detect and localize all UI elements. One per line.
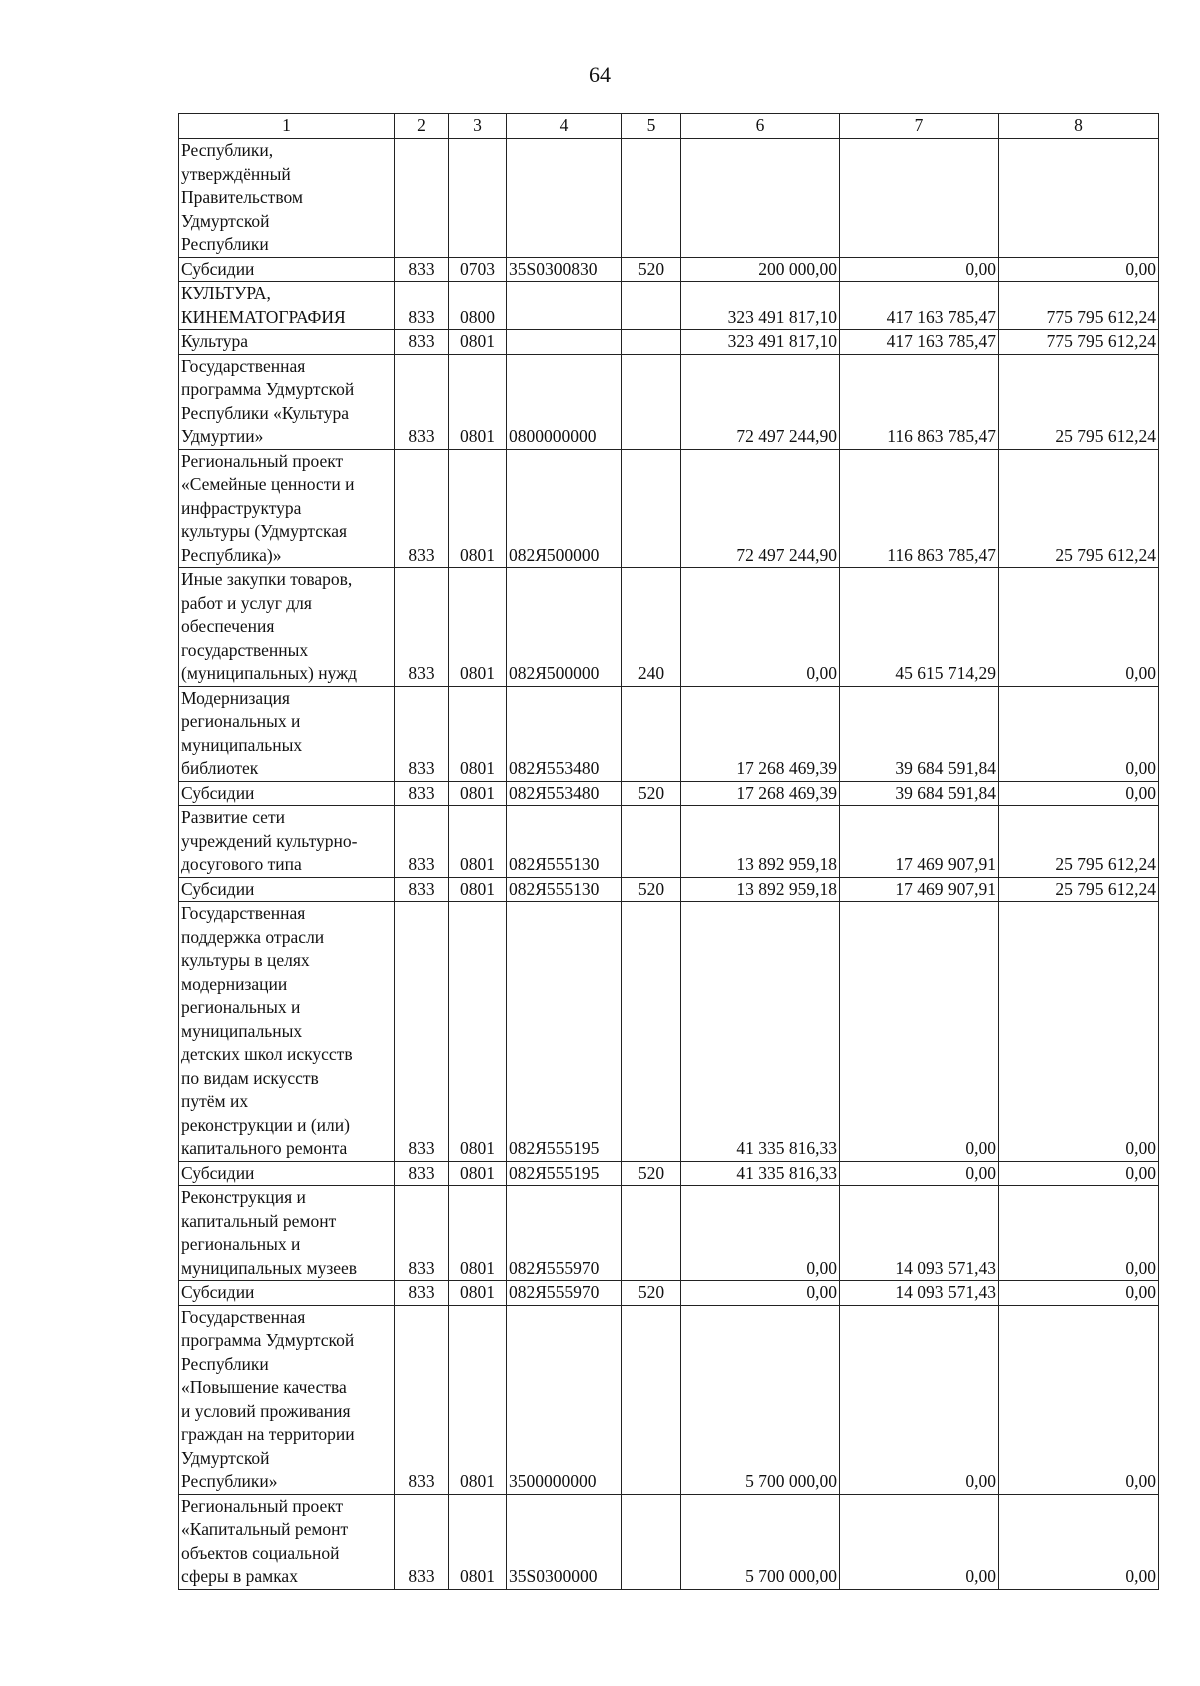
- amount-col8-cell: 0,00: [999, 902, 1159, 1162]
- row-name-cell: Республики, утверждённый Правительством Удмуртской Республики: [179, 139, 395, 258]
- page-number: 64: [589, 62, 611, 87]
- expense-type-cell: [622, 806, 681, 878]
- amount-col8-cell: 0,00: [999, 1305, 1159, 1494]
- table-row: [179, 1281, 1159, 1306]
- target-article-cell: 35S0300000: [507, 1494, 622, 1589]
- target-article-cell: 082Я555130: [507, 806, 622, 878]
- amount-col8-cell: 0,00: [999, 1161, 1159, 1186]
- table-row: [179, 877, 1159, 902]
- amount-col7-cell: 0,00: [840, 1161, 999, 1186]
- section-code-cell: 0801: [449, 449, 507, 568]
- table-row: [179, 806, 1159, 878]
- target-article-cell: 0800000000: [507, 354, 622, 449]
- row-name-cell: Государственная программа Удмуртской Республики «Культура Удмуртии»: [179, 354, 395, 449]
- target-article-cell: 082Я555130: [507, 877, 622, 902]
- grbs-code-cell: 833: [395, 449, 449, 568]
- grbs-code-cell: 833: [395, 686, 449, 781]
- amount-col6-cell: [681, 139, 840, 258]
- grbs-code-cell: 833: [395, 330, 449, 355]
- amount-col7-cell: 0,00: [840, 902, 999, 1162]
- amount-col8-cell: 0,00: [999, 1281, 1159, 1306]
- budget-table: [178, 113, 1159, 1590]
- expense-type-cell: 240: [622, 568, 681, 687]
- expense-type-cell: [622, 1305, 681, 1494]
- section-code-cell: 0801: [449, 354, 507, 449]
- target-article-cell: 35S0300830: [507, 257, 622, 282]
- table-row: [179, 1186, 1159, 1281]
- target-article-cell: [507, 139, 622, 258]
- amount-col7-cell: 45 615 714,29: [840, 568, 999, 687]
- section-code-cell: 0801: [449, 1281, 507, 1306]
- column-header: 6: [681, 114, 840, 139]
- section-code-cell: 0801: [449, 806, 507, 878]
- amount-col6-cell: 17 268 469,39: [681, 781, 840, 806]
- target-article-cell: 082Я555970: [507, 1186, 622, 1281]
- amount-col7-cell: 14 093 571,43: [840, 1281, 999, 1306]
- expense-type-cell: [622, 686, 681, 781]
- column-header: 4: [507, 114, 622, 139]
- amount-col8-cell: 775 795 612,24: [999, 330, 1159, 355]
- table-row: [179, 686, 1159, 781]
- amount-col8-cell: 0,00: [999, 781, 1159, 806]
- section-code-cell: [449, 139, 507, 258]
- grbs-code-cell: 833: [395, 568, 449, 687]
- target-article-cell: [507, 282, 622, 330]
- target-article-cell: [507, 330, 622, 355]
- amount-col7-cell: 17 469 907,91: [840, 877, 999, 902]
- amount-col6-cell: 5 700 000,00: [681, 1305, 840, 1494]
- table-row: [179, 257, 1159, 282]
- row-name-cell: КУЛЬТУРА, КИНЕМАТОГРАФИЯ: [179, 282, 395, 330]
- amount-col8-cell: 25 795 612,24: [999, 354, 1159, 449]
- row-name-cell: Субсидии: [179, 257, 395, 282]
- expense-type-cell: [622, 1186, 681, 1281]
- grbs-code-cell: 833: [395, 781, 449, 806]
- table-row: [179, 1161, 1159, 1186]
- section-code-cell: 0801: [449, 1305, 507, 1494]
- amount-col6-cell: 41 335 816,33: [681, 1161, 840, 1186]
- expense-type-cell: [622, 902, 681, 1162]
- target-article-cell: 082Я500000: [507, 568, 622, 687]
- table-row: [179, 902, 1159, 1162]
- amount-col8-cell: 25 795 612,24: [999, 806, 1159, 878]
- column-header: 3: [449, 114, 507, 139]
- expense-type-cell: 520: [622, 781, 681, 806]
- amount-col6-cell: 13 892 959,18: [681, 806, 840, 878]
- amount-col8-cell: 0,00: [999, 257, 1159, 282]
- table-row: [179, 282, 1159, 330]
- row-name-cell: Развитие сети учреждений культурно- досугового типа: [179, 806, 395, 878]
- section-code-cell: 0801: [449, 686, 507, 781]
- expense-type-cell: [622, 449, 681, 568]
- table-row: [179, 449, 1159, 568]
- section-code-cell: 0801: [449, 877, 507, 902]
- row-name-cell: Культура: [179, 330, 395, 355]
- amount-col8-cell: 25 795 612,24: [999, 449, 1159, 568]
- grbs-code-cell: [395, 139, 449, 258]
- grbs-code-cell: 833: [395, 282, 449, 330]
- amount-col8-cell: 25 795 612,24: [999, 877, 1159, 902]
- amount-col7-cell: [840, 139, 999, 258]
- section-code-cell: 0801: [449, 781, 507, 806]
- expense-type-cell: 520: [622, 1281, 681, 1306]
- amount-col8-cell: 0,00: [999, 686, 1159, 781]
- amount-col8-cell: 0,00: [999, 568, 1159, 687]
- grbs-code-cell: 833: [395, 902, 449, 1162]
- target-article-cell: 3500000000: [507, 1305, 622, 1494]
- section-code-cell: 0801: [449, 330, 507, 355]
- amount-col7-cell: 116 863 785,47: [840, 354, 999, 449]
- row-name-cell: Субсидии: [179, 781, 395, 806]
- amount-col7-cell: 39 684 591,84: [840, 781, 999, 806]
- expense-type-cell: 520: [622, 877, 681, 902]
- row-name-cell: Субсидии: [179, 1281, 395, 1306]
- expense-type-cell: [622, 282, 681, 330]
- expense-type-cell: [622, 354, 681, 449]
- target-article-cell: 082Я555195: [507, 902, 622, 1162]
- amount-col6-cell: 72 497 244,90: [681, 449, 840, 568]
- grbs-code-cell: 833: [395, 1494, 449, 1589]
- amount-col6-cell: 0,00: [681, 568, 840, 687]
- row-name-cell: Региональный проект «Капитальный ремонт объектов социальной сферы в рамках: [179, 1494, 395, 1589]
- column-header: 8: [999, 114, 1159, 139]
- table-row: [179, 568, 1159, 687]
- row-name-cell: Государственная программа Удмуртской Республики «Повышение качества и условий проживания граждан на территории Удмуртской Республики»: [179, 1305, 395, 1494]
- header-row: [179, 114, 1159, 139]
- target-article-cell: 082Я555970: [507, 1281, 622, 1306]
- row-name-cell: Модернизация региональных и муниципальных библиотек: [179, 686, 395, 781]
- row-name-cell: Иные закупки товаров, работ и услуг для обеспечения государственных (муниципальных) нужд: [179, 568, 395, 687]
- amount-col6-cell: 0,00: [681, 1281, 840, 1306]
- section-code-cell: 0801: [449, 1494, 507, 1589]
- column-header: 5: [622, 114, 681, 139]
- amount-col7-cell: 0,00: [840, 1305, 999, 1494]
- grbs-code-cell: 833: [395, 1281, 449, 1306]
- target-article-cell: 082Я553480: [507, 686, 622, 781]
- expense-type-cell: [622, 139, 681, 258]
- row-name-cell: Субсидии: [179, 877, 395, 902]
- amount-col6-cell: 0,00: [681, 1186, 840, 1281]
- amount-col7-cell: 0,00: [840, 257, 999, 282]
- amount-col6-cell: 72 497 244,90: [681, 354, 840, 449]
- grbs-code-cell: 833: [395, 877, 449, 902]
- target-article-cell: 082Я553480: [507, 781, 622, 806]
- grbs-code-cell: 833: [395, 1305, 449, 1494]
- section-code-cell: 0801: [449, 568, 507, 687]
- target-article-cell: 082Я500000: [507, 449, 622, 568]
- grbs-code-cell: 833: [395, 1186, 449, 1281]
- grbs-code-cell: 833: [395, 806, 449, 878]
- row-name-cell: Реконструкция и капитальный ремонт региональных и муниципальных музеев: [179, 1186, 395, 1281]
- section-code-cell: 0801: [449, 1186, 507, 1281]
- grbs-code-cell: 833: [395, 354, 449, 449]
- column-header: 2: [395, 114, 449, 139]
- amount-col7-cell: 417 163 785,47: [840, 282, 999, 330]
- amount-col7-cell: 417 163 785,47: [840, 330, 999, 355]
- target-article-cell: 082Я555195: [507, 1161, 622, 1186]
- table-row: [179, 1494, 1159, 1589]
- expense-type-cell: [622, 330, 681, 355]
- amount-col6-cell: 323 491 817,10: [681, 282, 840, 330]
- amount-col6-cell: 5 700 000,00: [681, 1494, 840, 1589]
- amount-col7-cell: 0,00: [840, 1494, 999, 1589]
- section-code-cell: 0800: [449, 282, 507, 330]
- amount-col7-cell: 116 863 785,47: [840, 449, 999, 568]
- section-code-cell: 0801: [449, 902, 507, 1162]
- table-row: [179, 354, 1159, 449]
- row-name-cell: Субсидии: [179, 1161, 395, 1186]
- row-name-cell: Региональный проект «Семейные ценности и инфраструктура культуры (Удмуртская Республика)»: [179, 449, 395, 568]
- expense-type-cell: 520: [622, 1161, 681, 1186]
- amount-col8-cell: 775 795 612,24: [999, 282, 1159, 330]
- amount-col6-cell: 323 491 817,10: [681, 330, 840, 355]
- amount-col6-cell: 41 335 816,33: [681, 902, 840, 1162]
- section-code-cell: 0703: [449, 257, 507, 282]
- grbs-code-cell: 833: [395, 1161, 449, 1186]
- amount-col7-cell: 14 093 571,43: [840, 1186, 999, 1281]
- row-name-cell: Государственная поддержка отрасли культуры в целях модернизации региональных и муниципальных детских школ искусств по видам искусств путём их реконструкции и (или) капитального ремонта: [179, 902, 395, 1162]
- table-row: [179, 1305, 1159, 1494]
- amount-col6-cell: 13 892 959,18: [681, 877, 840, 902]
- expense-type-cell: 520: [622, 257, 681, 282]
- amount-col8-cell: 0,00: [999, 1186, 1159, 1281]
- column-header: 7: [840, 114, 999, 139]
- table-body: [179, 139, 1159, 1590]
- amount-col6-cell: 200 000,00: [681, 257, 840, 282]
- amount-col8-cell: 0,00: [999, 1494, 1159, 1589]
- amount-col6-cell: 17 268 469,39: [681, 686, 840, 781]
- expense-type-cell: [622, 1494, 681, 1589]
- column-header: 1: [179, 114, 395, 139]
- amount-col8-cell: [999, 139, 1159, 258]
- grbs-code-cell: 833: [395, 257, 449, 282]
- table-row: [179, 781, 1159, 806]
- amount-col7-cell: 39 684 591,84: [840, 686, 999, 781]
- amount-col7-cell: 17 469 907,91: [840, 806, 999, 878]
- table-row: [179, 139, 1159, 258]
- section-code-cell: 0801: [449, 1161, 507, 1186]
- table-row: [179, 330, 1159, 355]
